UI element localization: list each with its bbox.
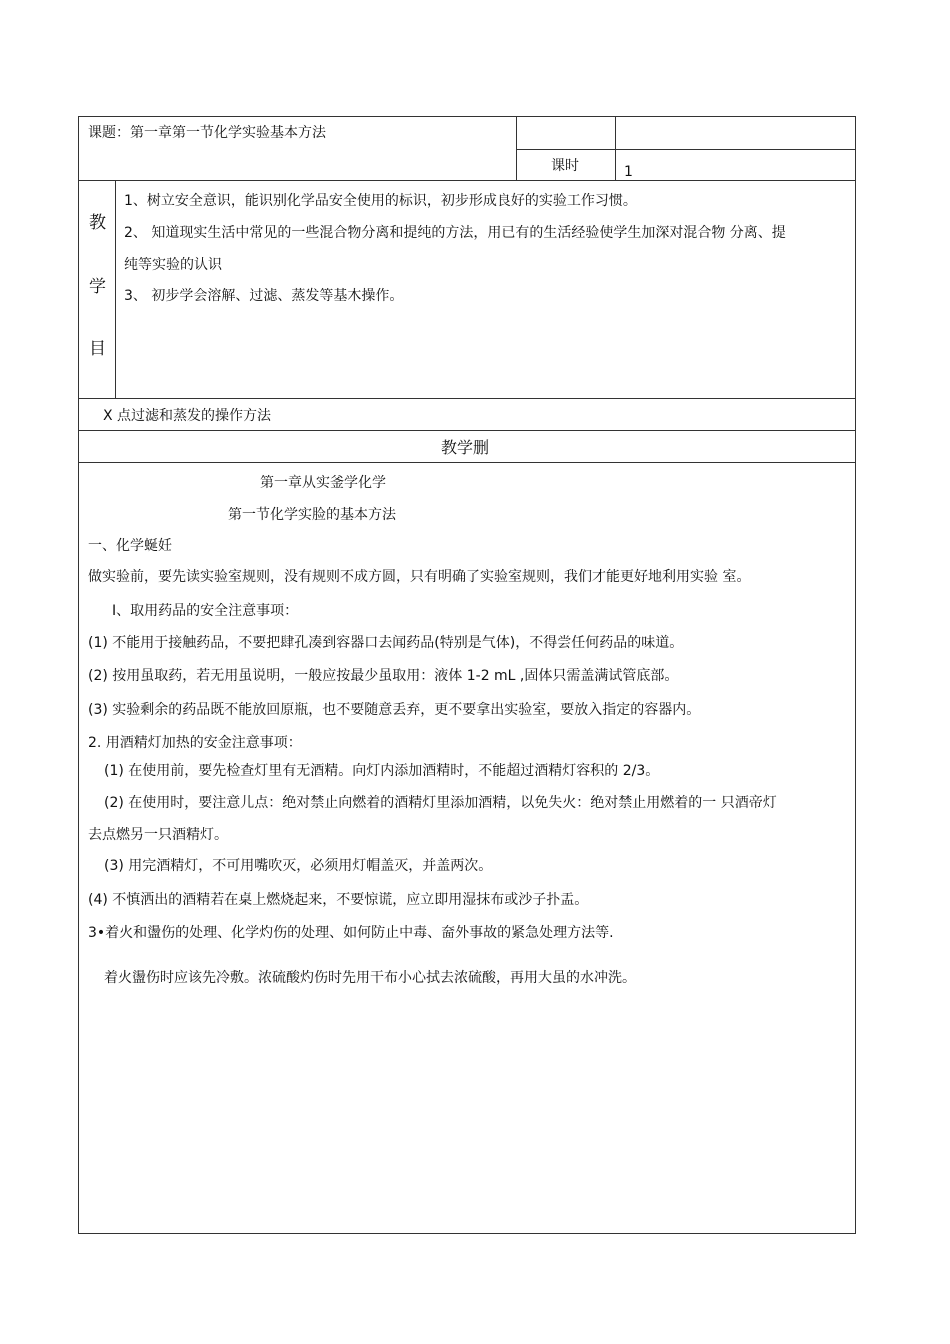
content-line-9: (2) 在使用时，要注意儿点：绝对禁止向燃着的酒精灯里添加酒精，以免失火：绝对禁止用燃着的一 只酒帝灯 bbox=[104, 795, 777, 811]
content-line-5: (2) 按用虽取药，若无用虽说明，一般应按最少虽取用：液体 1-2 mL ,固体只需盖满试管底部。 bbox=[88, 668, 679, 684]
chapter-title: 第一章从实釜学化学 bbox=[260, 475, 386, 491]
header-row-divider bbox=[516, 149, 856, 150]
objective-line-1: 1、树立安全意识，能识别化学品安全使用的标识，初步形成良好的实验工作习惯。 bbox=[124, 193, 637, 209]
header-bottom-line bbox=[78, 180, 856, 181]
content-line-12: (4) 不慎洒出的酒精若在桌上燃烧起来，不要惊谎，应立即用湿抹布或沙子扑盂。 bbox=[88, 892, 589, 908]
content-line-14: 着火盪伤时应该先冷敷。浓硫酸灼伤时先用干布小心拭去浓硫酸，再用大虽的水冲洗。 bbox=[104, 970, 636, 986]
content-line-11: (3) 用完酒精灯，不可用嘴吹灭，必须用灯帽盖灭，并盖两次。 bbox=[104, 858, 493, 874]
lesson-topic: 课题：第一章第一节化学实验基本方法 bbox=[88, 125, 326, 141]
objective-line-3: 纯等实验的认识 bbox=[124, 257, 222, 273]
objectives-label-char-3: 目 bbox=[89, 339, 106, 359]
objectives-label-char-1: 教 bbox=[89, 213, 106, 233]
objectives-label-divider bbox=[115, 180, 116, 398]
content-line-6: (3) 实验剩余的药品既不能放回原瓶，也不要随意丢弃，更不要拿出实验室，要放入指定的容器内。 bbox=[88, 702, 701, 718]
hours-label: 课时 bbox=[551, 158, 579, 174]
keypoints-bottom-line bbox=[78, 430, 856, 431]
content-line-10: 去点燃另一只酒精灯。 bbox=[88, 827, 228, 843]
objectives-label-char-2: 学 bbox=[89, 277, 106, 297]
content-line-3: I、取用药品的安全注意事项： bbox=[112, 603, 299, 619]
key-points: X 点过滤和蒸发的操作方法 bbox=[103, 408, 272, 424]
content-line-8: (1) 在使用前，要先检查灯里有无酒精。向灯内添加酒精时，不能超过酒精灯容积的 2/3。 bbox=[104, 763, 660, 779]
objective-line-4: 3、 初步学会溶解、过滤、蒸发等基木操作。 bbox=[124, 288, 404, 304]
content-line-7: 2. 用酒精灯加热的安金注意事项： bbox=[88, 735, 302, 751]
section-heading: 第一节化学实脸的基本方法 bbox=[228, 507, 396, 523]
content-line-13: 3•着火和盪伤的处理、化学灼伤的处理、如何防止中毒、奤外事故的紧急处理方法等. bbox=[88, 925, 614, 941]
content-line-1: 一、化学蜒妊 bbox=[88, 538, 172, 554]
content-line-4: (1) 不能用于接触药品，不要把肆孔凑到容器口去闻药品(特别是气体)，不得尝任何药品的味道。 bbox=[88, 635, 684, 651]
section-title-bottom-line bbox=[78, 462, 856, 463]
objectives-bottom-line bbox=[78, 398, 856, 399]
content-line-2: 做实验前，要先读实验室规则，没有规则不成方圆，只有明确了实验室规则，我们才能更好地利用实验 室。 bbox=[88, 569, 751, 585]
objective-line-2: 2、 知道现实生活中常见的一些混合物分离和提纯的方法，用已有的生活经验使学生加深对混合物 分离、提 bbox=[124, 225, 786, 241]
section-title: 教学删 bbox=[441, 438, 490, 457]
hours-value: 1 bbox=[624, 164, 633, 180]
